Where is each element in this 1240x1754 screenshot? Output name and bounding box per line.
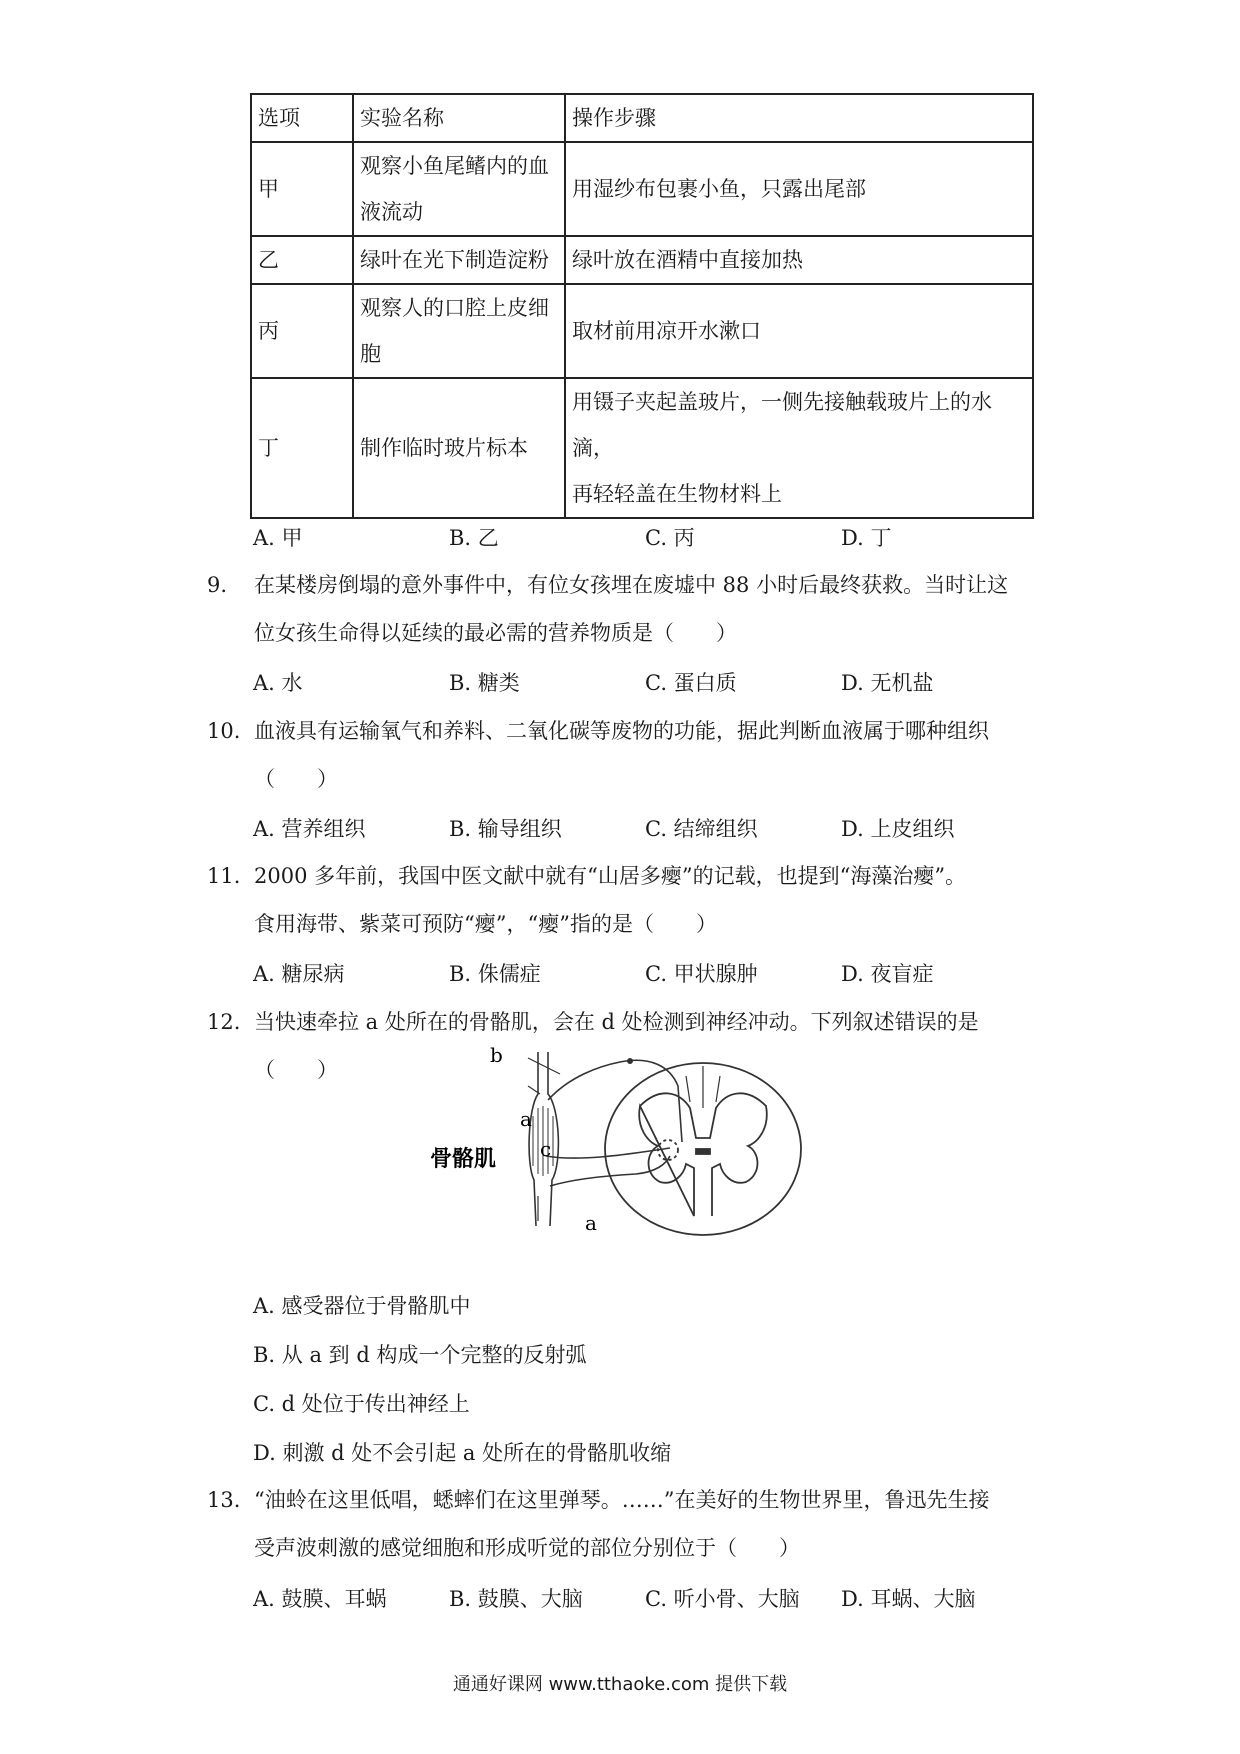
option-d[interactable]: D. 夜盲症 — [841, 962, 934, 986]
option-a[interactable]: A. 甲 — [253, 526, 303, 550]
footer-credit: 通通好课网 www.tthaoke.com 提供下载 — [452, 1674, 788, 1695]
option-c[interactable]: C. 听小骨、大脑 — [645, 1587, 800, 1611]
header-steps: 操作步骤 — [565, 94, 1033, 142]
question-12 — [207, 998, 1037, 1082]
option-d[interactable]: D. 丁 — [841, 526, 892, 550]
option-d[interactable]: D. 无机盐 — [841, 671, 934, 695]
question-10 — [207, 707, 1037, 807]
header-experiment-name: 实验名称 — [353, 94, 565, 142]
option-a[interactable]: A. 营养组织 — [253, 817, 366, 841]
q8-options — [253, 522, 1053, 562]
q13-options — [253, 1583, 1053, 1623]
label-skeletal-muscle: 骨骼肌 — [430, 1147, 497, 1172]
question-11 — [207, 852, 1037, 952]
option-c[interactable]: C. 蛋白质 — [645, 671, 737, 695]
question-text — [254, 1476, 1044, 1572]
table-row — [251, 142, 1033, 236]
option-b[interactable]: B. 乙 — [449, 526, 499, 550]
question-number: 10. — [207, 719, 241, 743]
question-9 — [207, 561, 1037, 661]
row-name — [353, 284, 565, 378]
q12-option-d[interactable]: D. 刺激 d 处不会引起 a 处所在的骨骼肌收缩 — [253, 1441, 672, 1465]
option-b[interactable]: B. 鼓膜、大脑 — [449, 1587, 583, 1611]
q12-option-c[interactable]: C. d 处位于传出神经上 — [253, 1392, 470, 1416]
question-line: 食用海带、紫菜可预防“瘿”，“瘿”指的是（ ） — [254, 912, 717, 936]
option-a[interactable]: A. 水 — [253, 671, 303, 695]
question-line: 当快速牵拉 a 处所在的骨骼肌，会在 d 处检测到神经冲动。下列叙述错误的是（ ） — [254, 1010, 979, 1082]
question-line: 在某楼房倒塌的意外事件中，有位女孩埋在废墟中 88 小时后最终获救。当时让这 — [254, 573, 1009, 597]
option-d[interactable]: D. 上皮组织 — [841, 817, 955, 841]
question-line: 受声波刺激的感觉细胞和形成听觉的部位分别位于（ ） — [254, 1536, 800, 1560]
question-number: 12. — [207, 1010, 241, 1034]
question-line: 血液具有运输氧气和养料、二氧化碳等废物的功能，据此判断血液属于哪种组织 — [254, 719, 989, 743]
option-c[interactable]: C. 丙 — [645, 526, 695, 550]
reflex-arc-diagram — [420, 1046, 830, 1236]
header-option: 选项 — [251, 94, 353, 142]
row-name-line: 液流动 — [360, 200, 423, 224]
option-b[interactable]: B. 糖类 — [449, 671, 520, 695]
question-line: 2000 多年前，我国中医文献中就有“山居多瘿”的记载，也提到“海藻治瘿”。 — [254, 864, 967, 888]
option-c[interactable]: C. 甲状腺肿 — [645, 962, 758, 986]
label-b: b — [490, 1046, 503, 1067]
row-name-line: 观察小鱼尾鳍内的血 — [360, 154, 549, 178]
question-13 — [207, 1476, 1037, 1576]
row-step: 绿叶放在酒精中直接加热 — [565, 236, 1033, 284]
row-name-line: 观察人的口腔上皮细 — [360, 296, 549, 320]
row-step — [565, 378, 1033, 518]
table-row — [251, 284, 1033, 378]
row-option: 丙 — [251, 284, 353, 378]
option-d[interactable]: D. 耳蜗、大脑 — [841, 1587, 976, 1611]
q12-option-b[interactable]: B. 从 a 到 d 构成一个完整的反射弧 — [253, 1343, 587, 1367]
question-line: 位女孩生命得以延续的最必需的营养物质是（ ） — [254, 621, 737, 645]
question-line: （ ） — [254, 767, 338, 791]
row-option: 乙 — [251, 236, 353, 284]
option-c[interactable]: C. 结缔组织 — [645, 817, 758, 841]
option-b[interactable]: B. 侏儒症 — [449, 962, 541, 986]
question-number: 13. — [207, 1488, 241, 1512]
q9-options — [253, 667, 1053, 707]
question-text — [254, 707, 1044, 803]
option-a[interactable]: A. 糖尿病 — [253, 962, 345, 986]
table-row — [251, 378, 1033, 518]
row-name-line: 胞 — [360, 342, 381, 366]
label-c: c — [540, 1137, 552, 1161]
row-option: 甲 — [251, 142, 353, 236]
row-step: 取材前用凉开水漱口 — [565, 284, 1033, 378]
question-number: 11. — [207, 864, 241, 888]
q11-options — [253, 958, 1053, 998]
row-name: 制作临时玻片标本 — [353, 378, 565, 518]
q12-option-a[interactable]: A. 感受器位于骨骼肌中 — [253, 1294, 471, 1318]
question-line: “油蛉在这里低唱，蟋蟀们在这里弹琴。……”在美好的生物世界里，鲁迅先生接 — [254, 1488, 990, 1512]
table-header-row — [251, 94, 1033, 142]
question-number: 9. — [207, 573, 228, 597]
spinal-cord — [605, 1063, 801, 1235]
option-a[interactable]: A. 鼓膜、耳蜗 — [253, 1587, 387, 1611]
experiment-table — [250, 93, 1034, 519]
label-a-bottom: a — [585, 1211, 597, 1235]
row-name: 绿叶在光下制造淀粉 — [353, 236, 565, 284]
row-name — [353, 142, 565, 236]
q10-options — [253, 813, 1053, 853]
row-option: 丁 — [251, 378, 353, 518]
label-a-top: a — [520, 1107, 532, 1131]
row-step-line: 用镊子夹起盖玻片，一侧先接触载玻片上的水滴， — [572, 390, 992, 460]
table-row — [251, 236, 1033, 284]
question-text — [254, 561, 1044, 657]
option-b[interactable]: B. 输导组织 — [449, 817, 562, 841]
row-step: 用湿纱布包裹小鱼，只露出尾部 — [565, 142, 1033, 236]
row-step-line: 再轻轻盖在生物材料上 — [572, 482, 782, 506]
question-text — [254, 852, 1044, 948]
